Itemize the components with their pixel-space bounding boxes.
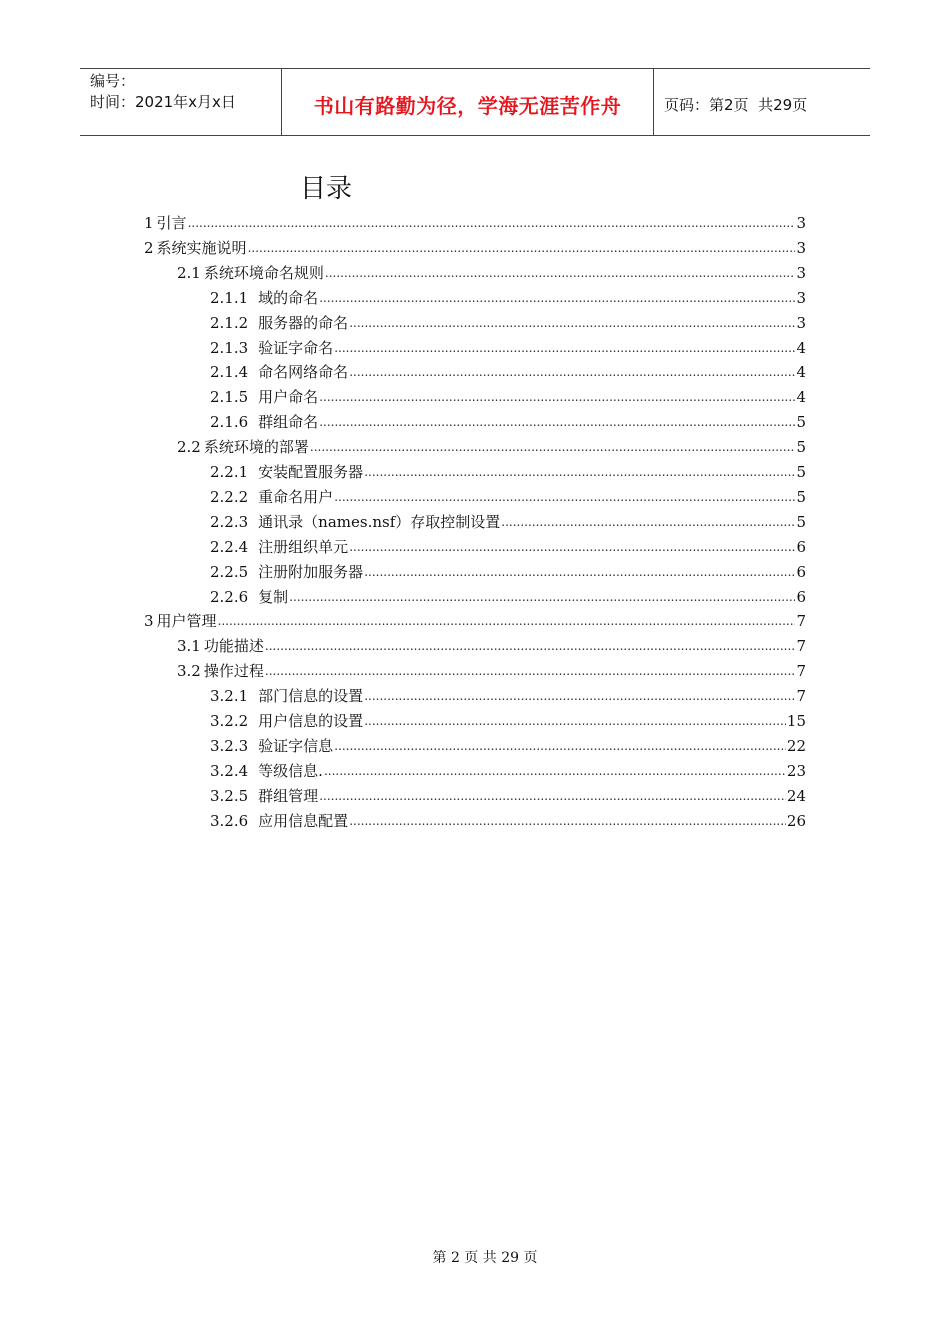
toc-entry[interactable] xyxy=(210,334,806,358)
toc-entry-label xyxy=(144,213,187,233)
toc-entry-text: 注册附加服务器 xyxy=(258,562,364,581)
toc-entry-text: 复制 xyxy=(258,587,289,606)
toc-entry-number: 1 xyxy=(144,214,154,232)
toc-entry[interactable] xyxy=(210,707,806,731)
toc-entry[interactable] xyxy=(144,209,806,233)
toc-entry-text: 用户管理 xyxy=(156,612,217,631)
toc-leader-dots xyxy=(364,711,786,731)
toc-entry-number: 2.2.2 xyxy=(210,487,249,506)
toc-leader-dots xyxy=(349,362,795,382)
page-header xyxy=(80,68,870,136)
toc-entry-page: 7 xyxy=(796,687,806,706)
toc-leader-dots xyxy=(501,512,795,532)
toc-entry-text: 命名网络命名 xyxy=(258,363,349,382)
toc-entry-number: 2.1.4 xyxy=(210,363,249,382)
toc-entry[interactable] xyxy=(210,757,806,781)
toc-entry-number: 2 xyxy=(144,238,154,257)
toc-title: 目录 xyxy=(300,174,353,204)
toc-entry[interactable] xyxy=(210,807,806,831)
toc-entry-page: 5 xyxy=(796,438,806,457)
toc-leader-dots xyxy=(364,462,795,482)
toc-entry-number: 2.1.5 xyxy=(210,388,249,407)
toc-entry-page: 4 xyxy=(796,388,806,407)
toc-leader-dots xyxy=(265,661,796,681)
toc-entry-label xyxy=(210,537,348,557)
toc-entry-label xyxy=(210,387,318,407)
toc-entry[interactable] xyxy=(210,558,806,582)
header-page-info: 页码：第2页 共29页 xyxy=(664,95,808,114)
toc-entry-text: 等级信息. xyxy=(258,761,323,780)
toc-entry-label xyxy=(210,736,333,756)
toc-entry-number: 2.1.2 xyxy=(210,313,249,332)
toc-entry-label xyxy=(210,587,288,607)
toc-leader-dots xyxy=(218,611,796,631)
toc-entry-page: 6 xyxy=(796,537,806,556)
toc-entry[interactable] xyxy=(144,607,806,631)
toc-entry-page: 7 xyxy=(796,662,806,681)
toc-entry-label xyxy=(210,462,363,482)
toc-entry-number: 2.1.6 xyxy=(210,413,249,432)
toc-entry[interactable] xyxy=(210,284,806,308)
toc-entry[interactable] xyxy=(210,682,806,706)
toc-entry[interactable] xyxy=(210,508,806,532)
toc-entry-page: 6 xyxy=(796,587,806,606)
toc-entry[interactable] xyxy=(210,358,806,382)
toc-entry-page: 6 xyxy=(796,562,806,581)
header-motto-cell xyxy=(282,69,654,135)
toc-entry-number: 3.2.1 xyxy=(210,687,249,706)
toc-entry-number: 2.2 xyxy=(177,438,201,457)
toc-entry-page: 5 xyxy=(796,413,806,432)
toc-leader-dots xyxy=(334,736,786,756)
toc-entry-number: 2.1.1 xyxy=(210,288,249,307)
header-meta xyxy=(80,69,282,135)
toc-entry-number: 3.2.6 xyxy=(210,811,249,830)
page-footer xyxy=(0,1247,950,1267)
toc-entry-page: 26 xyxy=(786,811,806,830)
toc-entry-number: 2.2.3 xyxy=(210,512,249,531)
toc-entry[interactable] xyxy=(177,259,806,283)
toc-leader-dots xyxy=(310,437,796,457)
toc-entry-number: 3 xyxy=(144,612,154,631)
toc-leader-dots xyxy=(319,288,795,308)
toc-entry-label xyxy=(210,811,348,831)
toc-entry-number: 2.2.5 xyxy=(210,562,249,581)
header-page-cell xyxy=(654,69,870,135)
toc-entry-page: 5 xyxy=(796,463,806,481)
toc-entry[interactable] xyxy=(210,309,806,333)
toc-entry-text: 通讯录（names.nsf）存取控制设置 xyxy=(258,512,501,531)
toc-entry-page: 22 xyxy=(786,736,806,755)
toc-entry-number: 3.2.5 xyxy=(210,786,249,805)
toc-leader-dots xyxy=(289,587,795,607)
toc-entry-label xyxy=(210,761,323,781)
toc-entry[interactable] xyxy=(210,732,806,756)
toc-leader-dots xyxy=(324,761,786,781)
toc-entry-page: 4 xyxy=(796,363,806,382)
toc-entry-text: 群组管理 xyxy=(258,786,319,805)
toc-entry-label xyxy=(210,562,363,582)
toc-entry-text: 系统环境命名规则 xyxy=(203,263,324,282)
toc-entry-number: 3.1 xyxy=(177,637,201,656)
toc-entry-label xyxy=(210,362,348,382)
toc-leader-dots xyxy=(248,238,796,258)
toc-entry-number: 3.2.2 xyxy=(210,712,249,730)
toc-entry-text: 引言 xyxy=(156,214,187,232)
toc-entry[interactable] xyxy=(177,657,806,681)
toc-entry[interactable] xyxy=(210,483,806,507)
toc-entry-text: 部门信息的设置 xyxy=(258,687,364,706)
toc-entry-text: 系统环境的部署 xyxy=(203,438,309,457)
toc-entry-label xyxy=(210,786,318,806)
toc-entry-number: 2.1 xyxy=(177,263,201,282)
toc-entry-label xyxy=(210,288,318,308)
toc-leader-dots xyxy=(364,686,795,706)
footer-page-number: 第 2 页 共 29 页 xyxy=(432,1250,538,1266)
toc-entry-text: 安装配置服务器 xyxy=(258,463,364,481)
toc-entry[interactable] xyxy=(210,383,806,407)
toc-entry[interactable] xyxy=(177,433,806,457)
toc-entry-text: 系统实施说明 xyxy=(156,238,247,257)
toc-entry-label xyxy=(210,686,363,706)
toc-entry-page: 7 xyxy=(796,612,806,631)
toc-leader-dots xyxy=(325,263,796,283)
toc-entry-text: 功能描述 xyxy=(203,637,264,656)
toc-entry-number: 2.2.4 xyxy=(210,537,249,556)
toc-entry-number: 2.1.3 xyxy=(210,338,249,357)
toc-entry-text: 验证字信息 xyxy=(258,736,334,755)
toc-entry-label xyxy=(210,711,363,731)
toc-entry-text: 用户信息的设置 xyxy=(258,712,364,730)
toc-entry[interactable] xyxy=(210,458,806,482)
toc-entry-text: 用户命名 xyxy=(258,388,319,407)
toc-entry-label xyxy=(177,636,264,656)
toc-entry-page: 23 xyxy=(786,761,806,780)
toc-entry-page: 4 xyxy=(796,338,806,357)
toc-entry-number: 3.2.4 xyxy=(210,761,249,780)
toc-leader-dots xyxy=(364,562,795,582)
toc-entry-number: 3.2.3 xyxy=(210,736,249,755)
toc-entry-label xyxy=(144,238,247,258)
toc-leader-dots xyxy=(265,636,796,656)
toc-entry-page: 3 xyxy=(796,263,806,282)
toc-entry-page: 5 xyxy=(796,512,806,531)
toc-entry-text: 注册组织单元 xyxy=(258,537,349,556)
toc-leader-dots xyxy=(334,338,795,358)
toc-entry-page: 7 xyxy=(796,637,806,656)
toc-entry[interactable] xyxy=(210,583,806,607)
header-time-label: 时间：2021年x月x日 xyxy=(90,93,236,111)
toc-leader-dots xyxy=(349,811,786,831)
toc-leader-dots xyxy=(349,537,795,557)
toc-entry-label xyxy=(210,338,333,358)
toc-entry-text: 应用信息配置 xyxy=(258,811,349,830)
toc-entry[interactable] xyxy=(210,782,806,806)
toc-entry[interactable] xyxy=(210,408,806,432)
toc-entry-label xyxy=(177,263,324,283)
toc-entry-page: 3 xyxy=(796,313,806,332)
toc-entry[interactable] xyxy=(144,234,806,258)
toc-entry-page: 5 xyxy=(796,487,806,506)
toc-entry-label xyxy=(210,487,333,507)
toc-entry-page: 15 xyxy=(786,712,806,730)
toc-entry[interactable] xyxy=(210,533,806,557)
toc-entry-text: 验证字命名 xyxy=(258,338,334,357)
toc-entry-label xyxy=(210,313,348,333)
toc-leader-dots xyxy=(319,412,795,432)
toc-entry-label xyxy=(144,611,217,631)
toc-entry-page: 3 xyxy=(796,288,806,307)
toc-entry-number: 2.2.1 xyxy=(210,463,249,481)
header-motto: 书山有路勤为径，学海无涯苦作舟 xyxy=(313,93,622,118)
toc-entry-page: 3 xyxy=(796,214,806,232)
toc-leader-dots xyxy=(188,213,796,233)
toc-entry-text: 服务器的命名 xyxy=(258,313,349,332)
toc-entry-text: 重命名用户 xyxy=(258,487,334,506)
toc-leader-dots xyxy=(334,487,795,507)
toc-entry-label xyxy=(210,412,318,432)
toc-leader-dots xyxy=(349,313,795,333)
toc-entry-label xyxy=(177,661,264,681)
toc-entry-number: 2.2.6 xyxy=(210,587,249,606)
toc-entry-page: 24 xyxy=(786,786,806,805)
toc-leader-dots xyxy=(319,387,795,407)
toc-entry-number: 3.2 xyxy=(177,662,201,681)
toc-entry-page: 3 xyxy=(796,238,806,257)
header-number-label: 编号： xyxy=(90,72,136,90)
toc-entry-text: 域的命名 xyxy=(258,288,319,307)
toc-leader-dots xyxy=(319,786,786,806)
toc-entry[interactable] xyxy=(177,632,806,656)
toc-entry-text: 群组命名 xyxy=(258,413,319,432)
toc-entry-label xyxy=(177,437,309,457)
toc-entry-text: 操作过程 xyxy=(203,662,264,681)
toc-entry-label xyxy=(210,512,500,532)
